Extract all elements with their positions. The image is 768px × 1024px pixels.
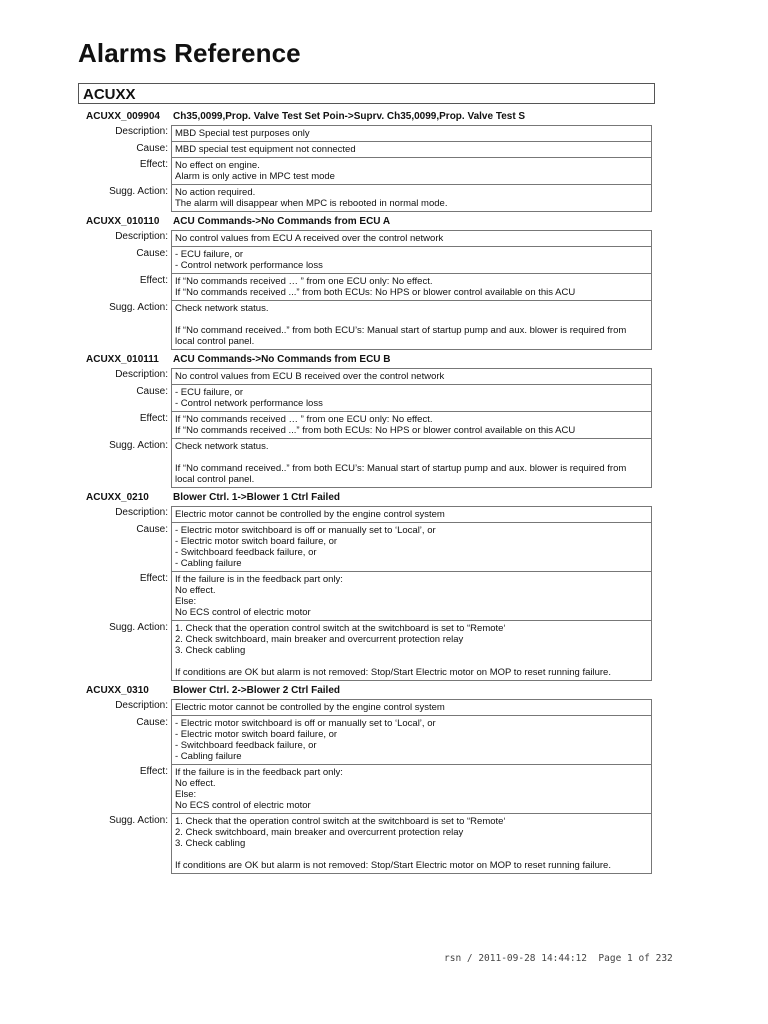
- field-value-line: Electric motor cannot be controlled by the engine control system: [175, 702, 445, 713]
- field-label: Sugg. Action:: [109, 622, 168, 633]
- field-value-line: No ECS control of electric motor: [175, 800, 311, 811]
- field-row-action: [78, 185, 658, 212]
- field-value-line: - ECU failure, or: [175, 387, 244, 398]
- field-row-effect: [78, 572, 658, 621]
- field-row-description: [78, 125, 658, 142]
- field-value-line: local control panel.: [175, 474, 255, 485]
- alarm-title: ACU Commands->No Commands from ECU B: [173, 353, 391, 365]
- alarm-title: Blower Ctrl. 1->Blower 1 Ctrl Failed: [173, 491, 340, 503]
- field-value-line: 2. Check switchboard, main breaker and overcurrent protection relay: [175, 634, 464, 645]
- field-value: [171, 523, 652, 572]
- field-row-effect: [78, 412, 658, 439]
- field-value: [171, 125, 652, 142]
- field-value-line: No effect.: [175, 778, 216, 789]
- field-label: Description:: [115, 369, 168, 380]
- field-row-action: [78, 301, 658, 350]
- field-value-line: - Electric motor switchboard is off or manually set to ‘Local’, or: [175, 525, 436, 536]
- field-value-line: 3. Check cabling: [175, 645, 246, 656]
- field-value-line: [175, 849, 647, 860]
- field-row-description: [78, 230, 658, 247]
- field-value: [171, 368, 652, 385]
- field-value: [171, 185, 652, 212]
- alarm-title: Blower Ctrl. 2->Blower 2 Ctrl Failed: [173, 684, 340, 696]
- field-label: Description:: [115, 231, 168, 242]
- page-footer: rsn / 2011-09-28 14:44:12 Page 1 of 232: [444, 953, 673, 964]
- field-value: [171, 274, 652, 301]
- field-label: Effect:: [139, 275, 168, 286]
- field-label: Description:: [115, 700, 168, 711]
- field-label: Description:: [115, 126, 168, 137]
- field-value-line: - ECU failure, or: [175, 249, 244, 260]
- field-value: [171, 699, 652, 716]
- field-value-line: - Cabling failure: [175, 558, 242, 569]
- field-value-line: Check network status.: [175, 441, 269, 452]
- field-value-line: [175, 656, 647, 667]
- field-label: Effect:: [139, 413, 168, 424]
- field-value-line: - Electric motor switch board failure, or: [175, 536, 338, 547]
- field-value-line: If “No commands received … ” from one ECU only: No effect.: [175, 276, 433, 287]
- field-value-line: If the failure is in the feedback part only:: [175, 767, 343, 778]
- alarm-title: ACU Commands->No Commands from ECU A: [173, 215, 391, 227]
- field-value: [171, 385, 652, 412]
- field-value-line: - Electric motor switch board failure, or: [175, 729, 338, 740]
- alarm-list: [78, 107, 658, 874]
- field-value: [171, 814, 652, 874]
- field-label: Cause:: [136, 248, 168, 259]
- field-value-line: Else:: [175, 596, 197, 607]
- field-value-line: 1. Check that the operation control switch at the switchboard is set to “Remote‘: [175, 816, 506, 827]
- field-value-line: Else:: [175, 789, 197, 800]
- field-label: Cause:: [136, 717, 168, 728]
- field-value-line: No effect.: [175, 585, 216, 596]
- field-label: Sugg. Action:: [109, 302, 168, 313]
- field-value-line: MBD special test equipment not connected: [175, 144, 356, 155]
- field-value-line: Electric motor cannot be controlled by the engine control system: [175, 509, 445, 520]
- field-value: [171, 247, 652, 274]
- field-value-line: [175, 314, 647, 325]
- alarm-entry: [78, 350, 658, 488]
- field-row-description: [78, 506, 658, 523]
- field-label: Cause:: [136, 143, 168, 154]
- field-label: Effect:: [139, 766, 168, 777]
- field-row-action: [78, 814, 658, 874]
- alarm-code: ACUXX_009904: [86, 110, 160, 122]
- field-value-line: If “No command received..” from both ECU’s: Manual start of startup pump and aux. blower is required from: [175, 325, 627, 336]
- field-value-line: If conditions are OK but alarm is not removed: Stop/Start Electric motor on MOP to reset running failure.: [175, 667, 611, 678]
- field-value-line: 1. Check that the operation control switch at the switchboard is set to “Remote‘: [175, 623, 506, 634]
- field-row-description: [78, 368, 658, 385]
- alarm-entry: [78, 212, 658, 350]
- field-value: [171, 412, 652, 439]
- alarm-code: ACUXX_0210: [86, 491, 149, 503]
- field-value-line: If conditions are OK but alarm is not removed: Stop/Start Electric motor on MOP to reset running failure.: [175, 860, 611, 871]
- field-value: [171, 439, 652, 488]
- field-value-line: No effect on engine.: [175, 160, 260, 171]
- field-value-line: If the failure is in the feedback part only:: [175, 574, 343, 585]
- field-label: Sugg. Action:: [109, 440, 168, 451]
- field-label: Cause:: [136, 386, 168, 397]
- field-row-cause: [78, 385, 658, 412]
- field-value: [171, 506, 652, 523]
- field-value-line: The alarm will disappear when MPC is rebooted in normal mode.: [175, 198, 448, 209]
- field-label: Sugg. Action:: [109, 186, 168, 197]
- field-value: [171, 158, 652, 185]
- field-label: Effect:: [139, 573, 168, 584]
- alarm-header: [78, 681, 658, 699]
- field-value-line: - Control network performance loss: [175, 398, 323, 409]
- field-value-line: No ECS control of electric motor: [175, 607, 311, 618]
- field-value: [171, 716, 652, 765]
- field-value: [171, 142, 652, 158]
- page-title: Alarms Reference: [78, 38, 301, 68]
- field-value-line: - Cabling failure: [175, 751, 242, 762]
- field-value-line: - Switchboard feedback failure, or: [175, 547, 317, 558]
- alarm-title: Ch35,0099,Prop. Valve Test Set Poin->Suprv. Ch35,0099,Prop. Valve Test S: [173, 110, 526, 122]
- field-label: Effect:: [139, 159, 168, 170]
- field-value-line: No control values from ECU A received over the control network: [175, 233, 444, 244]
- field-value-line: 2. Check switchboard, main breaker and overcurrent protection relay: [175, 827, 464, 838]
- field-row-effect: [78, 274, 658, 301]
- field-value-line: Alarm is only active in MPC test mode: [175, 171, 335, 182]
- field-value-line: MBD Special test purposes only: [175, 128, 310, 139]
- field-value-line: Check network status.: [175, 303, 269, 314]
- field-value-line: - Electric motor switchboard is off or manually set to ‘Local’, or: [175, 718, 436, 729]
- field-value-line: - Switchboard feedback failure, or: [175, 740, 317, 751]
- alarm-code: ACUXX_010111: [86, 353, 159, 365]
- field-value-line: No control values from ECU B received over the control network: [175, 371, 445, 382]
- field-value-line: If “No commands received ...” from both ECUs: No HPS or blower control available on this ACU: [175, 287, 576, 298]
- field-value-line: [175, 452, 647, 463]
- field-label: Cause:: [136, 524, 168, 535]
- section-header: ACUXX: [78, 83, 655, 104]
- field-value: [171, 765, 652, 814]
- field-value-line: If “No command received..” from both ECU’s: Manual start of startup pump and aux. blower is required from: [175, 463, 627, 474]
- alarm-code: ACUXX_0310: [86, 684, 149, 696]
- alarm-header: [78, 212, 658, 230]
- field-value-line: If “No commands received ...” from both ECUs: No HPS or blower control available on this ACU: [175, 425, 576, 436]
- field-value: [171, 230, 652, 247]
- field-value-line: local control panel.: [175, 336, 255, 347]
- field-value-line: No action required.: [175, 187, 256, 198]
- alarm-entry: [78, 107, 658, 212]
- field-value: [171, 301, 652, 350]
- field-row-description: [78, 699, 658, 716]
- field-value: [171, 572, 652, 621]
- alarm-header: [78, 107, 658, 125]
- field-value: [171, 621, 652, 681]
- alarm-entry: [78, 681, 658, 874]
- field-row-action: [78, 621, 658, 681]
- field-row-cause: [78, 716, 658, 765]
- field-row-cause: [78, 142, 658, 158]
- alarm-header: [78, 488, 658, 506]
- field-value-line: If “No commands received … ” from one ECU only: No effect.: [175, 414, 433, 425]
- alarm-header: [78, 350, 658, 368]
- field-value-line: - Control network performance loss: [175, 260, 323, 271]
- field-row-effect: [78, 158, 658, 185]
- field-value-line: 3. Check cabling: [175, 838, 246, 849]
- field-row-cause: [78, 247, 658, 274]
- field-row-action: [78, 439, 658, 488]
- field-label: Description:: [115, 507, 168, 518]
- alarm-entry: [78, 488, 658, 681]
- alarm-code: ACUXX_010110: [86, 215, 160, 227]
- field-row-effect: [78, 765, 658, 814]
- field-row-cause: [78, 523, 658, 572]
- field-label: Sugg. Action:: [109, 815, 168, 826]
